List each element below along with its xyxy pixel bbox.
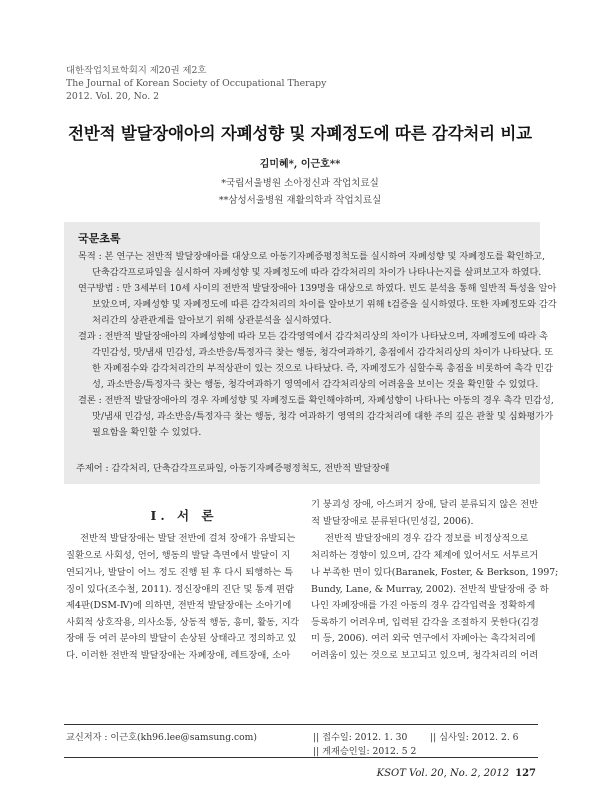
page-number: 127 <box>515 768 536 779</box>
body-line-left: 전반적 발달장애는 발달 전반에 걸쳐 장애가 유발되는 <box>80 533 296 544</box>
body-line-right: 어려움이 있는 것으로 보고되고 있으며, 청각처리의 어려 <box>311 650 539 661</box>
corresponding-author: 교신저자 : 이근호(kh96.lee@samsung.com) <box>66 732 257 743</box>
body-line-right: 등록하기 어려우며, 입력된 감각을 조절하지 못한다(김경 <box>311 617 539 628</box>
journal-header <box>66 64 326 103</box>
body-line-right: 처리하는 경향이 있으며, 감각 체계에 있어서도 서투르거 <box>311 550 539 561</box>
affiliation-2: **삼성서울병원 재활의학과 작업치료실 <box>218 195 382 206</box>
abstract-line: 처리간의 상관관계를 알아보기 위해 상관분석을 실시하였다. <box>92 315 332 326</box>
keywords: 주제어 : 감각처리, 단축감각프로파일, 아동기자폐증평정척도, 전반적 발달장애 <box>76 463 390 474</box>
abstract-line: 보았으며, 자폐성향 및 자폐정도에 따른 감각처리의 차이를 알아보기 위해 t검증을 실시하였다. 또한 자폐정도와 감각 <box>92 299 557 310</box>
abstract-line: 성, 과소반응/특정자극 찾는 행동, 청각여과하기 영역에서 감각처리상의 어려움을 보이는 것을 확인할 수 있었다. <box>92 379 539 390</box>
body-line-left: 제4판(DSM-Ⅳ)에 의하면, 전반적 발달장애는 소아기에 <box>66 600 292 611</box>
abstract-line: 결론 : 전반적 발달장애아의 경우 자폐성향 및 자폐정도를 확인해야하며, 자폐성향이 나타나는 아동의 경우 촉각 민감성, <box>78 395 554 406</box>
abstract-line: 각민감성, 맛/냄새 민감성, 과소반응/특정자극 찾는 행동, 청각여과하기, 총점에서 감각처리상의 차이가 나타났다. 또 <box>92 347 554 358</box>
body-line-right: 나인 자폐장애를 가진 아동의 경우 감각입력을 정확하게 <box>311 600 536 611</box>
affiliation-1: *국립서울병원 소아정신과 작업치료실 <box>221 178 379 189</box>
paper-title: 전반적 발달장애아의 자폐성향 및 자폐정도에 따른 감각처리 비교 <box>68 124 532 143</box>
body-line-left: 징이 있다(조수철, 2011). 정신장애의 진단 및 통계 편람 <box>66 584 295 595</box>
abstract-line: 결과 : 전반적 발달장애아의 자폐성향에 따라 모든 감각영역에서 감각처리상의 차이가 나타났으며, 자폐정도에 따라 촉 <box>78 331 548 342</box>
abstract-heading: 국문초록 <box>78 232 121 245</box>
abstract-line: 맛/냄새 민감성, 과소반응/특정자극 찾는 행동, 청각 여과하기 영역의 감각처리에 대한 주의 깊은 관찰 및 심화평가가 <box>92 411 554 422</box>
body-line-right: 기 붕괴성 장애, 아스퍼거 장애, 달리 분류되지 않은 전반 <box>311 499 539 510</box>
body-line-left: 사회적 상호작용, 의사소통, 상동적 행동, 흥미, 활동, 지각 <box>66 617 300 628</box>
journal-name-korean: 대한작업치료학회지 제20권 제2호 <box>66 65 207 76</box>
body-line-left: 다. 이러한 전반적 발달장애는 자폐장애, 레트장애, 소아 <box>66 650 291 661</box>
body-line-right: 전반적 발달장애의 경우 감각 정보를 비정상적으로 <box>325 533 529 544</box>
body-line-left: 연되거나, 발달이 어느 정도 진행 된 후 다시 퇴행하는 특 <box>66 567 294 578</box>
journal-footer: KSOT Vol. 20, No. 2, 2012 <box>376 768 510 779</box>
journal-name-english: The Journal of Korean Society of Occupational Therapy <box>66 78 327 89</box>
abstract-line: 연구방법 : 만 3세부터 10세 사이의 전반적 발달장애아 139명을 대상으로 하였다. 빈도 분석을 통해 일반적 특성을 알아 <box>78 283 557 294</box>
body-line-right: 적 발달장애로 분류된다(민성길, 2006). <box>311 516 474 527</box>
review-date: || 심사일: 2012. 2. 6 <box>430 732 519 743</box>
journal-volume: 2012. Vol. 20, No. 2 <box>66 91 160 102</box>
abstract-line: 필요함을 확인할 수 있었다. <box>92 427 202 438</box>
abstract-line: 단축감각프로파일을 실시하여 자폐성향 및 자폐정도에 따라 감각처리의 차이가 나타나는지를 살펴보고자 하였다. <box>92 267 542 278</box>
accepted-date: || 게재승인일: 2012. 5 2 <box>313 746 417 757</box>
body-line-left: 장애 등 여러 분야의 발달이 손상된 상태라고 정의하고 있 <box>66 633 297 644</box>
received-date: || 접수일: 2012. 1. 30 <box>313 732 408 743</box>
body-line-left: 질환으로 사회성, 언어, 행동의 발달 측면에서 발달이 지 <box>66 550 291 561</box>
abstract-line: 한 자폐점수와 감각처리간의 부적상관이 있는 것으로 나타났다. 즉, 자폐정도가 심할수록 총점을 비롯하여 촉각 민감 <box>92 363 553 374</box>
footer-rule-bottom <box>64 757 538 758</box>
page-footer <box>377 768 536 779</box>
body-line-right: 미 등, 2006). 여러 외국 연구에서 자폐아는 촉각처리에 <box>311 633 536 644</box>
section-heading-introduction: Ⅰ. 서 론 <box>150 508 218 523</box>
body-line-right: 나 부족한 면이 있다(Baranek, Foster, & Berkson, 1997; <box>311 567 559 578</box>
body-line-right: Bundy, Lane, & Murray, 2002). 전반적 발달장애 중 하 <box>311 584 549 595</box>
authors: 김미혜*, 이근호** <box>259 159 341 170</box>
abstract-line: 목적 : 본 연구는 전반적 발달장애아를 대상으로 아동기자폐증평정척도를 실시하여 자폐성향 및 자폐정도를 확인하고, <box>78 251 546 262</box>
footer-rule-top <box>64 724 538 725</box>
